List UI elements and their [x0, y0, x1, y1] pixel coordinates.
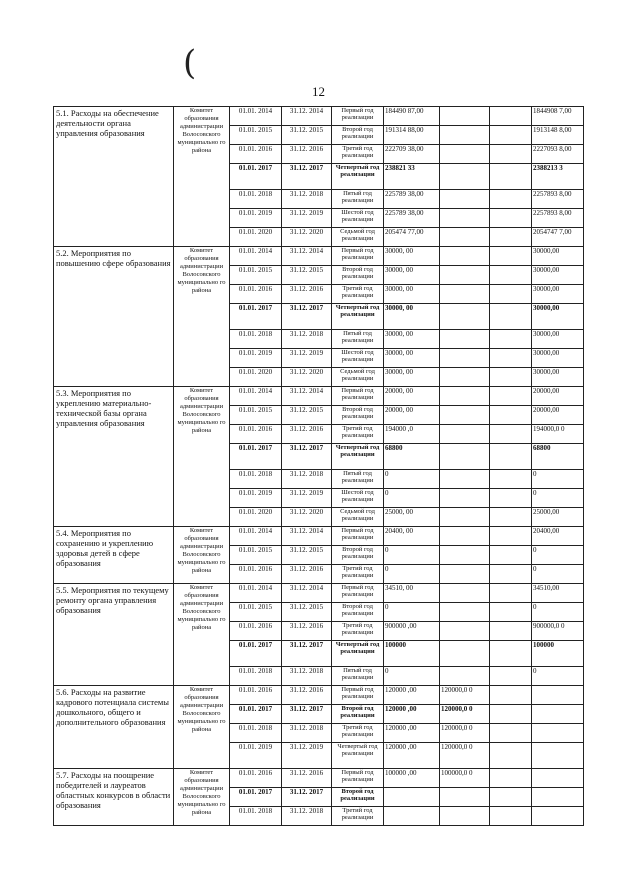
total-amount: 225789 38,00 [384, 190, 440, 209]
regional-amount: 120000,0 0 [440, 686, 490, 705]
total-amount: 20000, 00 [384, 406, 440, 425]
regional-amount [440, 527, 490, 546]
regional-amount [440, 228, 490, 247]
stage-label: Третий год реализации [332, 425, 384, 444]
other-amount [490, 743, 532, 769]
total-amount: 120000 ,00 [384, 686, 440, 705]
start-date: 01.01. 2014 [230, 387, 282, 406]
table-row [54, 387, 584, 406]
start-date: 01.01. 2014 [230, 527, 282, 546]
local-amount [532, 788, 584, 807]
other-amount [490, 126, 532, 145]
end-date: 31.12. 2015 [282, 546, 332, 565]
local-amount: 0 [532, 546, 584, 565]
regional-amount [440, 107, 490, 126]
end-date: 31.12. 2018 [282, 807, 332, 826]
local-amount: 900000,0 0 [532, 622, 584, 641]
regional-amount [440, 190, 490, 209]
end-date: 31.12. 2016 [282, 145, 332, 164]
end-date: 31.12. 2017 [282, 444, 332, 470]
total-amount: 34510, 00 [384, 584, 440, 603]
total-amount: 191314 88,00 [384, 126, 440, 145]
activity-name: 5.4. Мероприятия по сохранению и укреплению здоровья детей в сфере образования [54, 527, 174, 584]
stage-label: Первый год реализации [332, 769, 384, 788]
other-amount [490, 444, 532, 470]
local-amount: 30000,00 [532, 247, 584, 266]
end-date: 31.12. 2016 [282, 686, 332, 705]
regional-amount [440, 304, 490, 330]
local-amount: 2388213 3 [532, 164, 584, 190]
total-amount: 30000, 00 [384, 247, 440, 266]
total-amount: 238821 33 [384, 164, 440, 190]
local-amount: 20400,00 [532, 527, 584, 546]
activity-name: 5.3. Мероприятия по укреплению материально-технической базы органа управления образования [54, 387, 174, 527]
page-number: 12 [312, 84, 325, 99]
regional-amount [440, 807, 490, 826]
end-date: 31.12. 2016 [282, 425, 332, 444]
other-amount [490, 622, 532, 641]
regional-amount [440, 603, 490, 622]
other-amount [490, 769, 532, 788]
activity-name: 5.6. Расходы на развитие кадрового потенциала системы дошкольного, общего и дополнительного образования [54, 686, 174, 769]
other-amount [490, 368, 532, 387]
other-amount [490, 330, 532, 349]
other-amount [490, 107, 532, 126]
regional-amount [440, 641, 490, 667]
other-amount [490, 285, 532, 304]
stage-label: Первый год реализации [332, 107, 384, 126]
stage-label: Третий год реализации [332, 622, 384, 641]
local-amount: 100000 [532, 641, 584, 667]
local-amount [532, 743, 584, 769]
end-date: 31.12. 2019 [282, 349, 332, 368]
stage-label: Пятый год реализации [332, 470, 384, 489]
executor: Комитет образования администрации Волосовского муниципально го района [174, 387, 230, 527]
regional-amount [440, 667, 490, 686]
end-date: 31.12. 2017 [282, 788, 332, 807]
stage-label: Первый год реализации [332, 686, 384, 705]
executor: Комитет образования администрации Волосовского муниципально го района [174, 527, 230, 584]
regional-amount [440, 145, 490, 164]
end-date: 31.12. 2020 [282, 508, 332, 527]
regional-amount [440, 444, 490, 470]
other-amount [490, 228, 532, 247]
stage-label: Седьмой год реализации [332, 368, 384, 387]
start-date: 01.01. 2016 [230, 565, 282, 584]
local-amount: 34510,00 [532, 584, 584, 603]
stage-label: Пятый год реализации [332, 667, 384, 686]
end-date: 31.12. 2015 [282, 266, 332, 285]
activity-name: 5.1. Расходы на обеспечение деятельности органа управления образования [54, 107, 174, 247]
table-row [54, 584, 584, 603]
end-date: 31.12. 2018 [282, 667, 332, 686]
end-date: 31.12. 2017 [282, 705, 332, 724]
stage-label: Второй год реализации [332, 406, 384, 425]
other-amount [490, 641, 532, 667]
local-amount: 2054747 7,00 [532, 228, 584, 247]
end-date: 31.12. 2014 [282, 527, 332, 546]
start-date: 01.01. 2016 [230, 769, 282, 788]
start-date: 01.01. 2014 [230, 107, 282, 126]
stage-label: Второй год реализации [332, 788, 384, 807]
local-amount: 30000,00 [532, 285, 584, 304]
local-amount: 30000,00 [532, 330, 584, 349]
total-amount: 25000, 00 [384, 508, 440, 527]
start-date: 01.01. 2017 [230, 705, 282, 724]
local-amount: 0 [532, 470, 584, 489]
stage-label: Четвертый год реализации [332, 743, 384, 769]
end-date: 31.12. 2018 [282, 724, 332, 743]
stage-label: Второй год реализации [332, 546, 384, 565]
other-amount [490, 788, 532, 807]
executor: Комитет образования администрации Волосовского муниципально го района [174, 769, 230, 826]
other-amount [490, 603, 532, 622]
other-amount [490, 190, 532, 209]
regional-amount [440, 788, 490, 807]
start-date: 01.01. 2019 [230, 349, 282, 368]
start-date: 01.01. 2015 [230, 546, 282, 565]
start-date: 01.01. 2019 [230, 209, 282, 228]
start-date: 01.01. 2018 [230, 470, 282, 489]
regional-amount [440, 349, 490, 368]
total-amount: 0 [384, 565, 440, 584]
start-date: 01.01. 2020 [230, 508, 282, 527]
total-amount: 20400, 00 [384, 527, 440, 546]
start-date: 01.01. 2015 [230, 603, 282, 622]
total-amount: 0 [384, 470, 440, 489]
regional-amount [440, 285, 490, 304]
regional-amount [440, 425, 490, 444]
other-amount [490, 387, 532, 406]
stage-label: Третий год реализации [332, 807, 384, 826]
total-amount: 225789 38,00 [384, 209, 440, 228]
start-date: 01.01. 2018 [230, 190, 282, 209]
page-mark: ( [183, 43, 197, 83]
table-row [54, 686, 584, 705]
total-amount: 0 [384, 667, 440, 686]
end-date: 31.12. 2019 [282, 489, 332, 508]
total-amount: 184490 87,00 [384, 107, 440, 126]
other-amount [490, 164, 532, 190]
start-date: 01.01. 2015 [230, 126, 282, 145]
start-date: 01.01. 2018 [230, 724, 282, 743]
stage-label: Четвертый год реализации [332, 444, 384, 470]
total-amount: 120000 ,00 [384, 743, 440, 769]
total-amount: 30000, 00 [384, 266, 440, 285]
other-amount [490, 807, 532, 826]
start-date: 01.01. 2015 [230, 266, 282, 285]
stage-label: Четвертый год реализации [332, 164, 384, 190]
other-amount [490, 565, 532, 584]
regional-amount: 120000,0 0 [440, 743, 490, 769]
total-amount: 30000, 00 [384, 349, 440, 368]
other-amount [490, 584, 532, 603]
regional-amount [440, 622, 490, 641]
activity-name: 5.2. Мероприятия по повышению сфере образования [54, 247, 174, 387]
budget-table [53, 106, 584, 826]
start-date: 01.01. 2015 [230, 406, 282, 425]
other-amount [490, 406, 532, 425]
start-date: 01.01. 2016 [230, 145, 282, 164]
end-date: 31.12. 2017 [282, 641, 332, 667]
other-amount [490, 705, 532, 724]
start-date: 01.01. 2019 [230, 743, 282, 769]
total-amount: 0 [384, 489, 440, 508]
local-amount [532, 705, 584, 724]
stage-label: Первый год реализации [332, 247, 384, 266]
stage-label: Второй год реализации [332, 705, 384, 724]
activity-name: 5.5. Мероприятия по текущему ремонту органа управления образования [54, 584, 174, 686]
regional-amount [440, 565, 490, 584]
regional-amount [440, 266, 490, 285]
regional-amount [440, 489, 490, 508]
end-date: 31.12. 2014 [282, 247, 332, 266]
start-date: 01.01. 2016 [230, 686, 282, 705]
regional-amount [440, 368, 490, 387]
end-date: 31.12. 2016 [282, 565, 332, 584]
end-date: 31.12. 2018 [282, 190, 332, 209]
other-amount [490, 470, 532, 489]
local-amount: 2257893 8,00 [532, 190, 584, 209]
total-amount: 100000 ,00 [384, 769, 440, 788]
other-amount [490, 546, 532, 565]
end-date: 31.12. 2016 [282, 285, 332, 304]
start-date: 01.01. 2017 [230, 788, 282, 807]
regional-amount [440, 470, 490, 489]
table-row [54, 107, 584, 126]
local-amount: 2257893 8,00 [532, 209, 584, 228]
end-date: 31.12. 2020 [282, 368, 332, 387]
start-date: 01.01. 2016 [230, 622, 282, 641]
stage-label: Четвертый год реализации [332, 641, 384, 667]
total-amount: 194000 ,0 [384, 425, 440, 444]
start-date: 01.01. 2017 [230, 444, 282, 470]
regional-amount [440, 126, 490, 145]
local-amount: 30000,00 [532, 349, 584, 368]
total-amount: 205474 77,00 [384, 228, 440, 247]
local-amount: 0 [532, 489, 584, 508]
other-amount [490, 266, 532, 285]
total-amount: 100000 [384, 641, 440, 667]
stage-label: Третий год реализации [332, 724, 384, 743]
total-amount: 30000, 00 [384, 285, 440, 304]
start-date: 01.01. 2020 [230, 368, 282, 387]
start-date: 01.01. 2020 [230, 228, 282, 247]
end-date: 31.12. 2014 [282, 387, 332, 406]
start-date: 01.01. 2014 [230, 247, 282, 266]
local-amount: 2227093 8,00 [532, 145, 584, 164]
other-amount [490, 247, 532, 266]
local-amount [532, 686, 584, 705]
total-amount: 0 [384, 603, 440, 622]
start-date: 01.01. 2017 [230, 304, 282, 330]
stage-label: Второй год реализации [332, 266, 384, 285]
other-amount [490, 209, 532, 228]
start-date: 01.01. 2017 [230, 641, 282, 667]
end-date: 31.12. 2016 [282, 769, 332, 788]
total-amount: 30000, 00 [384, 304, 440, 330]
end-date: 31.12. 2014 [282, 107, 332, 126]
local-amount [532, 724, 584, 743]
end-date: 31.12. 2017 [282, 304, 332, 330]
total-amount: 68800 [384, 444, 440, 470]
end-date: 31.12. 2015 [282, 406, 332, 425]
executor: Комитет образования администрации Волосовского муниципально го района [174, 584, 230, 686]
regional-amount [440, 209, 490, 228]
total-amount: 120000 ,00 [384, 705, 440, 724]
local-amount: 25000,00 [532, 508, 584, 527]
total-amount: 222709 38,00 [384, 145, 440, 164]
other-amount [490, 349, 532, 368]
regional-amount [440, 247, 490, 266]
regional-amount [440, 387, 490, 406]
stage-label: Седьмой год реализации [332, 228, 384, 247]
end-date: 31.12. 2019 [282, 209, 332, 228]
stage-label: Первый год реализации [332, 584, 384, 603]
stage-label: Пятый год реализации [332, 330, 384, 349]
start-date: 01.01. 2018 [230, 667, 282, 686]
start-date: 01.01. 2016 [230, 285, 282, 304]
stage-label: Второй год реализации [332, 603, 384, 622]
executor: Комитет образования администрации Волосовского муниципально го района [174, 107, 230, 247]
total-amount: 30000, 00 [384, 330, 440, 349]
total-amount: 0 [384, 546, 440, 565]
local-amount: 1844908 7,00 [532, 107, 584, 126]
total-amount: 900000 ,00 [384, 622, 440, 641]
total-amount: 120000 ,00 [384, 724, 440, 743]
stage-label: Второй год реализации [332, 126, 384, 145]
stage-label: Первый год реализации [332, 387, 384, 406]
table-row [54, 769, 584, 788]
other-amount [490, 425, 532, 444]
start-date: 01.01. 2017 [230, 164, 282, 190]
stage-label: Седьмой год реализации [332, 508, 384, 527]
stage-label: Пятый год реализации [332, 190, 384, 209]
other-amount [490, 527, 532, 546]
local-amount: 0 [532, 565, 584, 584]
stage-label: Шестой год реализации [332, 209, 384, 228]
total-amount: 20000, 00 [384, 387, 440, 406]
end-date: 31.12. 2018 [282, 470, 332, 489]
local-amount: 20000,00 [532, 387, 584, 406]
other-amount [490, 667, 532, 686]
regional-amount [440, 330, 490, 349]
local-amount: 30000,00 [532, 266, 584, 285]
end-date: 31.12. 2018 [282, 330, 332, 349]
stage-label: Шестой год реализации [332, 489, 384, 508]
local-amount: 194000,0 0 [532, 425, 584, 444]
regional-amount: 120000,0 0 [440, 705, 490, 724]
local-amount: 1913148 8,00 [532, 126, 584, 145]
executor: Комитет образования администрации Волосовского муниципально го района [174, 247, 230, 387]
local-amount: 20000,00 [532, 406, 584, 425]
start-date: 01.01. 2014 [230, 584, 282, 603]
stage-label: Третий год реализации [332, 565, 384, 584]
other-amount [490, 686, 532, 705]
local-amount: 30000,00 [532, 304, 584, 330]
regional-amount [440, 508, 490, 527]
end-date: 31.12. 2015 [282, 126, 332, 145]
local-amount: 30000,00 [532, 368, 584, 387]
total-amount [384, 788, 440, 807]
stage-label: Первый год реализации [332, 527, 384, 546]
regional-amount: 120000,0 0 [440, 724, 490, 743]
table-row [54, 527, 584, 546]
start-date: 01.01. 2018 [230, 330, 282, 349]
local-amount: 0 [532, 667, 584, 686]
regional-amount [440, 164, 490, 190]
local-amount [532, 769, 584, 788]
other-amount [490, 724, 532, 743]
end-date: 31.12. 2015 [282, 603, 332, 622]
end-date: 31.12. 2020 [282, 228, 332, 247]
total-amount [384, 807, 440, 826]
start-date: 01.01. 2016 [230, 425, 282, 444]
end-date: 31.12. 2017 [282, 164, 332, 190]
end-date: 31.12. 2019 [282, 743, 332, 769]
regional-amount [440, 584, 490, 603]
activity-name: 5.7. Расходы на поощрение победителей и лауреатов областных конкурсов в области образования [54, 769, 174, 826]
start-date: 01.01. 2018 [230, 807, 282, 826]
stage-label: Третий год реализации [332, 285, 384, 304]
other-amount [490, 508, 532, 527]
stage-label: Четвертый год реализации [332, 304, 384, 330]
stage-label: Шестой год реализации [332, 349, 384, 368]
end-date: 31.12. 2016 [282, 622, 332, 641]
other-amount [490, 304, 532, 330]
total-amount: 30000, 00 [384, 368, 440, 387]
regional-amount [440, 406, 490, 425]
regional-amount [440, 546, 490, 565]
end-date: 31.12. 2014 [282, 584, 332, 603]
start-date: 01.01. 2019 [230, 489, 282, 508]
other-amount [490, 145, 532, 164]
table-row [54, 247, 584, 266]
local-amount [532, 807, 584, 826]
local-amount: 0 [532, 603, 584, 622]
regional-amount: 100000,0 0 [440, 769, 490, 788]
other-amount [490, 489, 532, 508]
executor: Комитет образования администрации Волосовского муниципально го района [174, 686, 230, 769]
local-amount: 68800 [532, 444, 584, 470]
stage-label: Третий год реализации [332, 145, 384, 164]
